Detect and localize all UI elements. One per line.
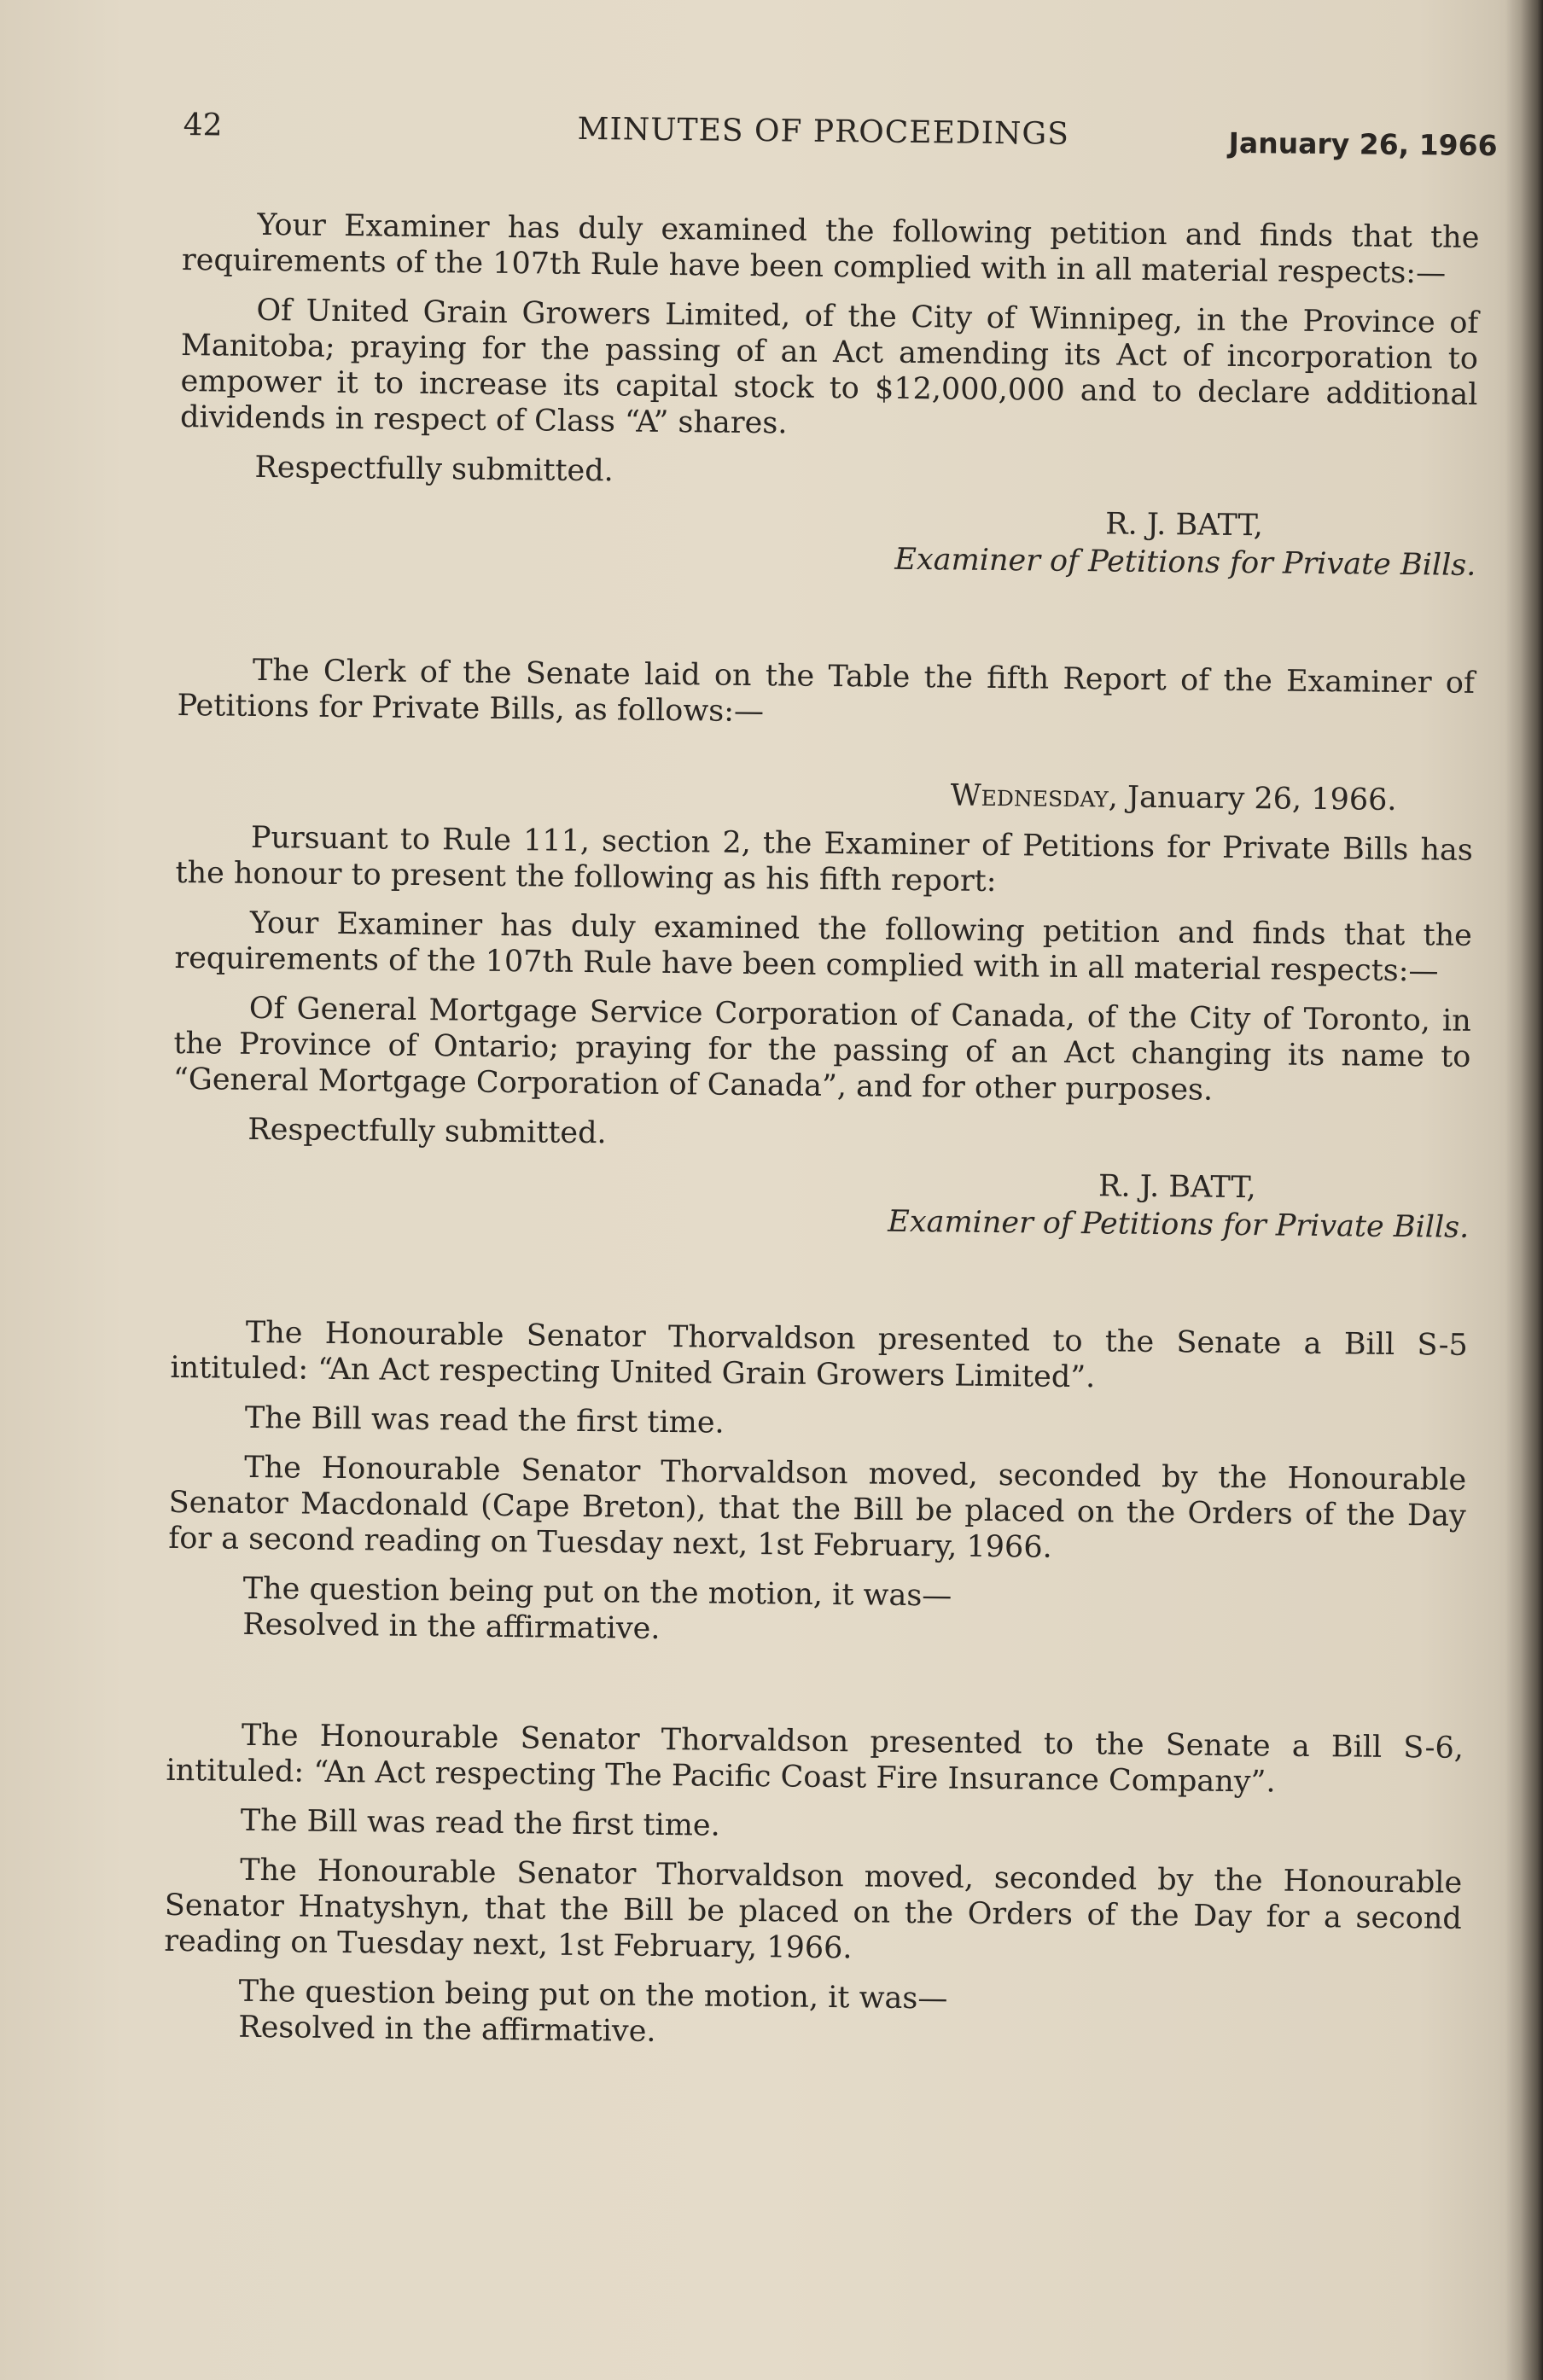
report-five-intro: The Clerk of the Senate laid on the Table the fifth Report of the Examiner of Petitions for Private Bills, as follows:— [177, 653, 1476, 730]
bill-s5-presented: The Honourable Senator Thorvaldson presented to the Senate a Bill S-5 intituled: “An Act respecting United Grain Growers Limited”. [170, 1315, 1469, 1395]
bill-s5-first-reading: The Bill was read the first time. [244, 1400, 725, 1440]
bill-s6-presented: The Honourable Senator Thorvaldson presented to the Senate a Bill S-6, intituled: “An Act respecting The Pacific Coast Fire Insurance Company”. [166, 1718, 1464, 1800]
page-content [163, 101, 1498, 2058]
dateline-date: , January 26, 1966. [1108, 780, 1397, 818]
report-five-submitted: Respectfully submitted. [247, 1112, 607, 1151]
report-four-signer: R. J. BATT, [1105, 507, 1264, 544]
running-date: January 26, 1966 [1228, 125, 1498, 163]
report-five-finding: Your Examiner has duly examined the following petition and finds that the requirements of the 107th Rule have been complied with in all material respects:— [174, 905, 1473, 989]
report-five-dateline [176, 770, 1396, 818]
report-five-petition: Of General Mortgage Service Corporation of Canada, of the City of Toronto, in the Province of Ontario; praying for the passing of an Act changing its name to “General Mortgage Corporation of Canada”, and for other purposes. [172, 991, 1471, 1108]
bill-s5-question: The question being put on the motion, it was— [242, 1571, 952, 1614]
report-four-petition: Of United Grain Growers Limited, of the City of Winnipeg, in the Province of Manitoba; praying for the passing of an Act amending its Act of incorporation to empower it to increase its capital stock to $12,000,000 and to declare additional dividends in respect of Class “A” shares. [179, 293, 1479, 441]
bill-s5-resolved: Resolved in the affirmative. [242, 1607, 661, 1646]
bill-s6-resolved: Resolved in the affirmative. [238, 2010, 656, 2049]
bill-s6-question: The question being put on the motion, it was— [238, 1974, 948, 2016]
running-head [183, 101, 1498, 166]
report-four-signer-title: Examiner of Petitions for Private Bills. [894, 542, 1476, 583]
page-number: 42 [183, 107, 223, 143]
bill-s5-entry [167, 1314, 1468, 1656]
report-five-signer-title: Examiner of Petitions for Private Bills. [888, 1204, 1470, 1245]
bill-s6-entry [163, 1717, 1464, 2058]
report-four [178, 207, 1479, 584]
bill-s6-first-reading: The Bill was read the first time. [240, 1803, 720, 1843]
report-four-submitted: Respectfully submitted. [254, 450, 614, 489]
bill-s6-motion: The Honourable Senator Thorvaldson moved, seconded by the Honourable Senator Hnatyshyn, that the Bill be placed on the Orders of the Day for a second reading on Tuesday next, 1st February, 1966. [164, 1853, 1463, 1966]
bill-s5-motion: The Honourable Senator Thorvaldson moved, seconded by the Honourable Senator Macdonald (Cape Breton), that the Bill be placed on the Orders of the Day for a second reading on Tuesday next, 1st February, 1966. [168, 1450, 1467, 1565]
running-title: MINUTES OF PROCEEDINGS [577, 111, 1070, 152]
report-five [172, 652, 1475, 1246]
report-five-pursuant: Pursuant to Rule 111, section 2, the Examiner of Petitions for Private Bills has the honour to present the following as his fifth report: [175, 820, 1474, 899]
binding-edge-shadow [1505, 0, 1543, 2380]
report-four-finding: Your Examiner has duly examined the following petition and finds that the requirements of the 107th Rule have been complied with in all material respects:— [181, 207, 1480, 291]
report-five-signer: R. J. BATT, [1098, 1169, 1256, 1206]
dateline-day: Wednesday [950, 778, 1109, 815]
